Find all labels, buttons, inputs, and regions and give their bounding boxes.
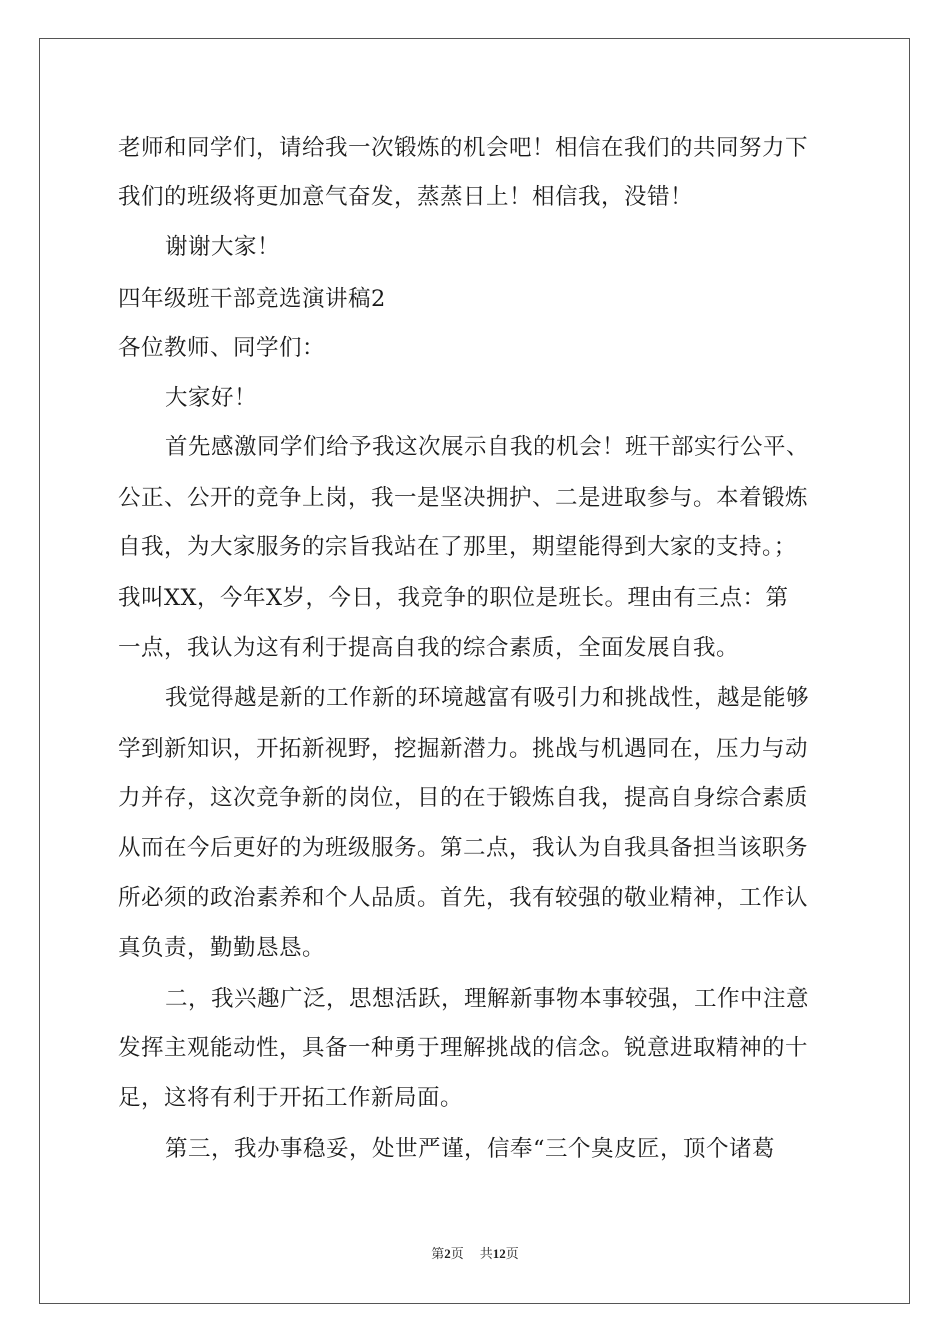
text-line: 学到新知识，开拓新视野，挖掘新潜力。挑战与机遇同在，压力与动 — [118, 736, 809, 762]
text-line: 二，我兴趣广泛，思想活跃，理解新事物本事较强，工作中注意 — [165, 986, 810, 1012]
page-indicator: 第2页 — [431, 1246, 464, 1261]
text-line: 我叫XX，今年X岁，今日，我竞争的职位是班长。理由有三点：第 — [118, 585, 789, 611]
text-line: 我们的班级将更加意气奋发，蒸蒸日上！相信我，没错！ — [118, 184, 694, 210]
text-line: 老师和同学们，请给我一次锻炼的机会吧！相信在我们的共同努力下 — [118, 135, 809, 161]
text-line: 真负责，勤勤恳恳。 — [118, 935, 326, 961]
text-line: 从而在今后更好的为班级服务。第二点，我认为自我具备担当该职务 — [118, 835, 809, 861]
text-line: 所必须的政治素养和个人品质。首先，我有较强的敬业精神，工作认 — [118, 885, 809, 911]
text-line: 一点，我认为这有利于提高自我的综合素质，全面发展自我。 — [118, 635, 740, 661]
text-line: 我觉得越是新的工作新的环境越富有吸引力和挑战性，越是能够 — [165, 685, 810, 711]
text-line: 足，这将有利于开拓工作新局面。 — [118, 1085, 464, 1111]
text-line: 公正、公开的竞争上岗，我一是坚决拥护、二是进取参与。本着锻炼 — [118, 485, 809, 511]
text-line: 第三，我办事稳妥，处世严谨，信奉“三个臭皮匠，顶个诸葛 — [165, 1136, 776, 1162]
page-footer — [0, 1244, 950, 1264]
section-heading: 四年级班干部竞选演讲稿2 — [118, 286, 386, 312]
salutation: 各位教师、同学们： — [118, 335, 326, 361]
total-pages-indicator: 共12页 — [479, 1246, 519, 1261]
text-line: 谢谢大家！ — [165, 234, 281, 260]
text-line: 发挥主观能动性，具备一种勇于理解挑战的信念。锐意进取精神的十 — [118, 1035, 809, 1061]
text-line: 自我，为大家服务的宗旨我站在了那里，期望能得到大家的支持。； — [118, 534, 797, 560]
greeting: 大家好！ — [165, 385, 258, 411]
text-line: 力并存，这次竞争新的岗位，目的在于锻炼自我，提高自身综合素质 — [118, 785, 809, 811]
text-line: 首先感激同学们给予我这次展示自我的机会！班干部实行公平、 — [165, 434, 810, 460]
